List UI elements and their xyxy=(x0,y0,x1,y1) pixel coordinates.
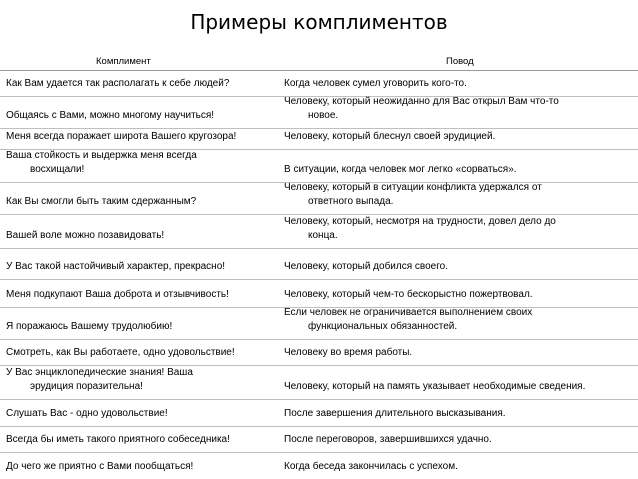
compliment-cell xyxy=(6,182,278,209)
compliment-cell xyxy=(6,214,278,243)
cell-line: Человеку, который чем-то бескорыстно пожертвовал. xyxy=(284,289,533,300)
occasion-cell xyxy=(284,365,634,394)
cell-line: Как Вам удается так располагать к себе людей? xyxy=(6,78,230,89)
cell-line: В ситуации, когда человек мог легко «сорваться». xyxy=(284,164,517,175)
cell-line: эрудиция поразительна! xyxy=(30,381,143,392)
cell-line: До чего же приятно с Вами пообщаться! xyxy=(6,461,194,472)
cell-line: Если человек не ограничивается выполнением своих xyxy=(284,307,533,318)
cell-line: новое. xyxy=(308,110,339,121)
occasion-cell xyxy=(284,452,634,474)
compliment-cell xyxy=(6,426,278,447)
cell-line: После завершения длительного высказывания. xyxy=(284,408,506,419)
cell-line: ответного выпада. xyxy=(308,196,394,207)
cell-line: Когда человек сумел уговорить кого-то. xyxy=(284,78,467,89)
compliment-cell xyxy=(6,96,278,123)
cell-line: конца. xyxy=(308,230,338,241)
page-title: Примеры комплиментов xyxy=(190,10,448,34)
column-header-occasion: Повод xyxy=(446,56,474,67)
occasion-cell xyxy=(284,149,634,177)
cell-line: Человеку, который в ситуации конфликта удержался от xyxy=(284,182,542,193)
cell-line: Человеку, который добился своего. xyxy=(284,261,449,272)
cell-line: Человеку, который, несмотря на трудности, довел дело до xyxy=(284,216,556,227)
compliment-cell xyxy=(6,248,278,274)
cell-line: Я поражаюсь Вашему трудолюбию! xyxy=(6,321,173,332)
occasion-cell xyxy=(284,339,634,360)
cell-line: После переговоров, завершившихся удачно. xyxy=(284,434,492,445)
cell-line: Общаясь с Вами, можно многому научиться! xyxy=(6,110,215,121)
compliment-cell xyxy=(6,149,278,177)
occasion-cell xyxy=(284,71,634,91)
occasion-cell xyxy=(284,399,634,421)
compliment-cell xyxy=(6,71,278,91)
cell-line: Меня подкупают Ваша доброта и отзывчивость! xyxy=(6,289,229,300)
compliment-cell xyxy=(6,307,278,334)
cell-line: Слушать Вас - одно удовольствие! xyxy=(6,408,168,419)
occasion-cell xyxy=(284,248,634,274)
cell-line: Человеку, который блеснул своей эрудицией. xyxy=(284,131,496,142)
compliment-cell xyxy=(6,128,278,144)
occasion-cell xyxy=(284,96,634,123)
cell-line: Смотреть, как Вы работаете, одно удовольствие! xyxy=(6,347,235,358)
occasion-cell xyxy=(284,279,634,302)
cell-line: Человеку, который на память указывает необходимые сведения. xyxy=(284,381,586,392)
occasion-cell xyxy=(284,128,634,144)
cell-line: функциональных обязанностей. xyxy=(308,321,458,332)
cell-line: Ваша стойкость и выдержка меня всегда xyxy=(6,150,197,161)
column-header-compliment: Комплимент xyxy=(96,56,151,67)
cell-line: Когда беседа закончилась с успехом. xyxy=(284,461,458,472)
cell-line: Меня всегда поражает широта Вашего кругозора! xyxy=(6,131,237,142)
cell-line: восхищали! xyxy=(30,164,85,175)
occasion-cell xyxy=(284,426,634,447)
compliment-cell xyxy=(6,399,278,421)
cell-line: Всегда бы иметь такого приятного собеседника! xyxy=(6,434,230,445)
cell-line: Вашей воле можно позавидовать! xyxy=(6,230,165,241)
compliment-cell xyxy=(6,452,278,474)
occasion-cell xyxy=(284,214,634,243)
cell-line: Как Вы смогли быть таким сдержанным? xyxy=(6,196,197,207)
cell-line: Человеку, который неожиданно для Вас открыл Вам что-то xyxy=(284,96,559,107)
compliment-cell xyxy=(6,279,278,302)
occasion-cell xyxy=(284,307,634,334)
cell-line: Человеку во время работы. xyxy=(284,347,413,358)
compliment-cell xyxy=(6,365,278,394)
cell-line: У Вас энциклопедические знания! Ваша xyxy=(6,367,193,378)
occasion-cell xyxy=(284,182,634,209)
compliment-cell xyxy=(6,339,278,360)
cell-line: У Вас такой настойчивый характер, прекрасно! xyxy=(6,261,226,272)
